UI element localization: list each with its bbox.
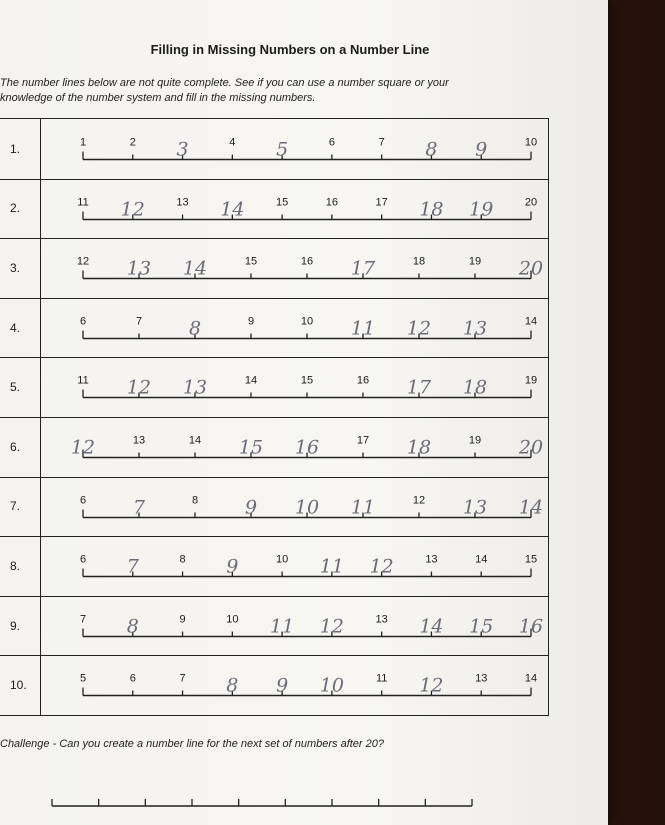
row-number: 6. <box>10 439 21 454</box>
printed-number: 10 <box>524 136 538 149</box>
printed-number: 6 <box>79 553 87 566</box>
challenge-text: Challenge - Can you create a number line for the next set of numbers after 20? <box>0 738 384 750</box>
printed-number: 10 <box>300 315 314 328</box>
printed-number: 15 <box>244 255 258 268</box>
printed-number: 14 <box>524 315 538 328</box>
row-number: 3. <box>10 260 21 275</box>
printed-number: 19 <box>524 374 538 387</box>
printed-number: 20 <box>524 196 538 209</box>
row-number: 4. <box>10 320 21 335</box>
handwritten-number: 12 <box>406 317 432 340</box>
handwritten-number: 5 <box>276 138 289 161</box>
handwritten-number: 14 <box>182 257 208 280</box>
handwritten-number: 12 <box>120 198 145 221</box>
printed-number: 16 <box>325 196 339 209</box>
handwritten-number: 18 <box>419 198 444 221</box>
handwritten-number: 13 <box>462 317 488 340</box>
handwritten-number: 12 <box>70 436 96 459</box>
printed-number: 6 <box>129 672 136 685</box>
handwritten-number: 14 <box>518 496 544 519</box>
printed-number: 6 <box>79 315 87 328</box>
printed-number: 8 <box>191 494 199 507</box>
printed-number: 19 <box>468 255 482 268</box>
handwritten-number: 15 <box>238 436 264 459</box>
printed-number: 13 <box>475 672 488 685</box>
printed-number: 13 <box>176 196 189 209</box>
handwritten-number: 3 <box>176 138 189 161</box>
printed-number: 9 <box>179 613 186 626</box>
printed-number: 17 <box>356 434 370 447</box>
handwritten-number: 10 <box>294 496 320 519</box>
handwritten-number: 15 <box>469 615 494 638</box>
printed-number: 11 <box>77 374 89 387</box>
instructions-line-1: The number lines below are not quite complete. See if you can use a number square or your <box>0 77 449 89</box>
printed-number: 7 <box>378 136 385 149</box>
handwritten-number: 9 <box>276 674 289 697</box>
printed-number: 9 <box>247 315 255 328</box>
printed-number: 11 <box>77 196 89 209</box>
printed-number: 7 <box>179 672 186 685</box>
row-number: 10. <box>10 678 27 693</box>
handwritten-number: 11 <box>319 555 344 578</box>
printed-number: 7 <box>135 315 143 328</box>
printed-number: 16 <box>356 374 370 387</box>
printed-number: 14 <box>244 374 258 387</box>
handwritten-number: 11 <box>350 496 376 519</box>
printed-number: 10 <box>275 553 289 566</box>
row-number: 2. <box>10 201 21 216</box>
handwritten-number: 16 <box>294 436 320 459</box>
handwritten-number: 9 <box>226 555 239 578</box>
handwritten-number: 18 <box>462 376 488 399</box>
printed-number: 15 <box>300 374 314 387</box>
printed-number: 5 <box>79 672 87 685</box>
instructions-line-2: knowledge of the number system and fill in the missing numbers. <box>0 92 316 104</box>
printed-number: 4 <box>229 136 236 149</box>
printed-number: 13 <box>425 553 438 566</box>
handwritten-number: 7 <box>126 555 139 578</box>
handwritten-number: 12 <box>319 615 344 638</box>
row-number: 5. <box>10 380 21 395</box>
printed-number: 15 <box>524 553 538 566</box>
printed-number: 15 <box>275 196 289 209</box>
printed-number: 2 <box>129 136 136 149</box>
printed-number: 7 <box>79 613 87 626</box>
handwritten-number: 9 <box>244 496 258 519</box>
printed-number: 12 <box>76 255 90 268</box>
row-number: 9. <box>10 618 21 633</box>
printed-number: 19 <box>468 434 482 447</box>
row-number: 1. <box>10 141 21 156</box>
handwritten-number: 8 <box>126 615 139 638</box>
printed-number: 11 <box>375 672 388 685</box>
printed-number: 6 <box>79 494 87 507</box>
handwritten-number: 10 <box>319 674 344 697</box>
printed-number: 16 <box>300 255 314 268</box>
printed-number: 12 <box>412 494 426 507</box>
printed-number: 14 <box>524 672 538 685</box>
handwritten-number: 7 <box>132 496 146 519</box>
printed-number: 17 <box>375 196 388 209</box>
handwritten-number: 18 <box>406 436 432 459</box>
printed-number: 13 <box>132 434 146 447</box>
handwritten-number: 20 <box>518 257 544 280</box>
printed-number: 14 <box>188 434 202 447</box>
printed-number: 10 <box>226 613 239 626</box>
handwritten-number: 13 <box>462 496 488 519</box>
handwritten-number: 11 <box>350 317 376 340</box>
handwritten-number: 14 <box>419 615 444 638</box>
handwritten-number: 20 <box>518 436 544 459</box>
handwritten-number: 13 <box>126 257 152 280</box>
handwritten-number: 13 <box>182 376 208 399</box>
row-number: 7. <box>10 499 21 514</box>
handwritten-number: 8 <box>188 317 202 340</box>
handwritten-number: 8 <box>425 138 438 161</box>
printed-number: 14 <box>475 553 488 566</box>
handwritten-number: 12 <box>419 674 444 697</box>
printed-number: 1 <box>79 136 87 149</box>
handwritten-number: 12 <box>126 376 152 399</box>
handwritten-number: 17 <box>406 376 432 399</box>
handwritten-number: 11 <box>270 615 295 638</box>
worksheet-title: Filling in Missing Numbers on a Number Line <box>150 42 430 57</box>
printed-number: 18 <box>412 255 426 268</box>
handwritten-number: 17 <box>350 257 376 280</box>
row-number: 8. <box>10 558 21 573</box>
handwritten-number: 16 <box>518 615 544 638</box>
printed-number: 8 <box>179 553 186 566</box>
handwritten-number: 12 <box>369 555 394 578</box>
handwritten-number: 19 <box>469 198 494 221</box>
handwritten-number: 14 <box>220 198 245 221</box>
printed-number: 6 <box>328 136 335 149</box>
printed-number: 13 <box>375 613 388 626</box>
handwritten-number: 8 <box>226 674 239 697</box>
handwritten-number: 9 <box>475 138 488 161</box>
